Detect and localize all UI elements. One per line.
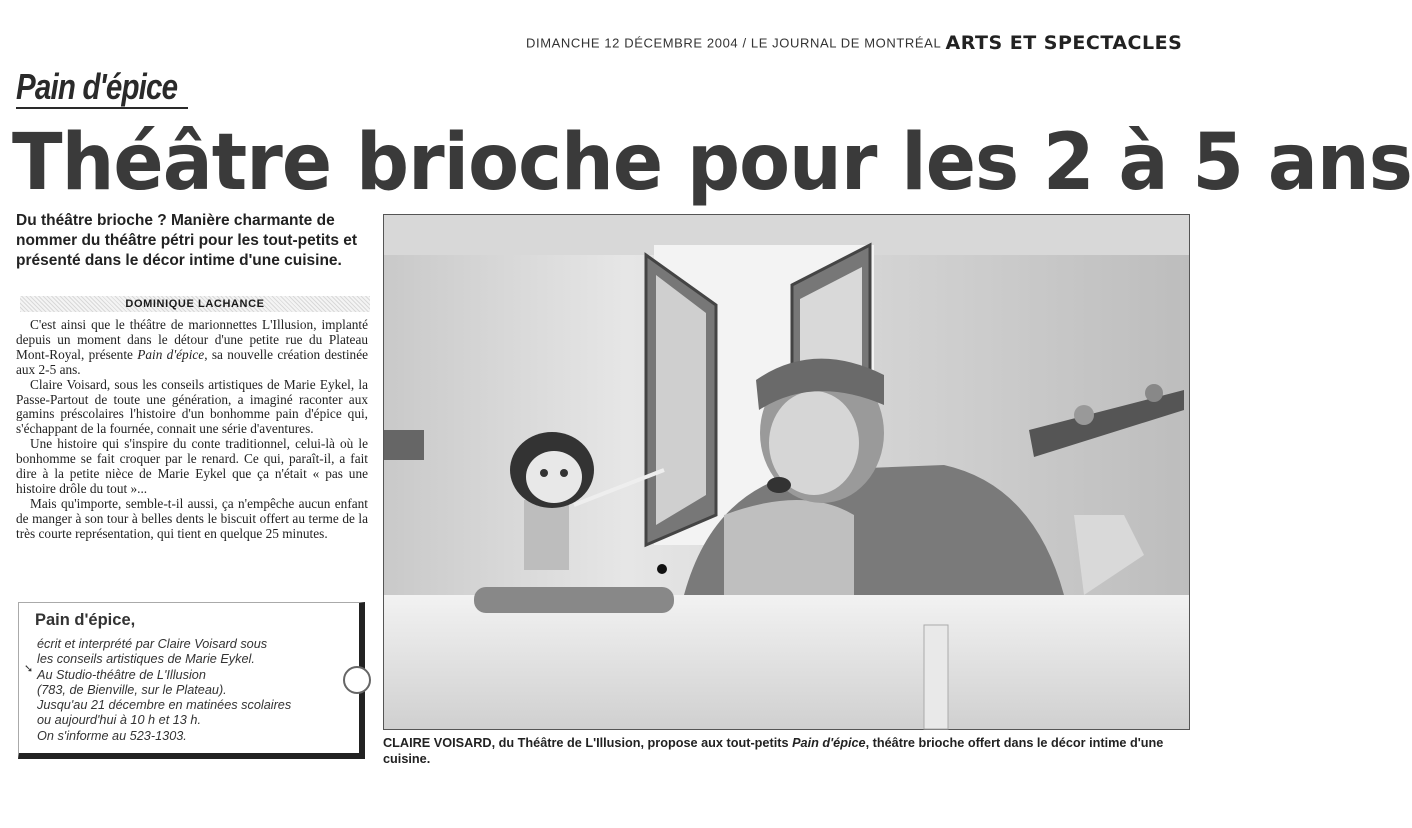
info-box [18,602,365,759]
lede: Du théâtre brioche ? Manière charmante de nommer du théâtre pétri pour les tout-petits et présenté dans le décor intime d'une cuisine. [16,212,358,269]
masthead-date: DIMANCHE 12 DÉCEMBRE 2004 / LE JOURNAL DE MONTRÉAL [526,35,942,51]
paragraph-1: C'est ainsi que le théâtre de marionnettes L'Illusion, implanté depuis un moment dans le détour d'une petite rue du Plateau Mont-Royal, présente Pain d'épice, sa nouvelle création destinée aux 2-5 ans. [16,317,369,377]
masthead [526,32,1183,54]
rolling-pin [474,587,674,613]
info-line: Jusqu'au 21 décembre en matinées scolaires [37,698,292,713]
info-line: ou aujourd'hui à 10 h et 13 h. [37,713,201,728]
photo-caption: CLAIRE VOISARD, du Théâtre de L'Illusion, propose aux tout-petits Pain d'épice, théâtre brioche offert dans le décor intime d'une cuisine. [383,736,1164,766]
paragraph-4: Mais qu'importe, semble-t-il aussi, ça n'empêche aucun enfant de manger à son tour à belles dents le biscuit offert au terme de la très courte représentation, qui tient en quelque 25 minutes. [16,495,368,541]
left-shelf [384,430,424,460]
info-line: (783, de Bienville, sur le Plateau). [37,682,227,697]
caption-show-title: Pain d'épice [792,736,866,750]
cabinet-handle [924,625,948,729]
faucet-knob [657,564,667,574]
info-line: écrit et interprété par Claire Voisard sous [37,637,268,651]
info-line: les conseils artistiques de Marie Eykel. [37,652,255,667]
article-body [16,318,368,542]
section-name: ARTS ET SPECTACLES [945,32,1183,54]
arrow-icon: ➘ [24,663,34,675]
article-photo [383,214,1190,730]
show-title: Pain d'épice [137,346,205,362]
paragraph-3: Une histoire qui s'inspire du conte traditionnel, celui-là où le bonhomme se fait croquer par le renard. Ce qui, paraît-il, a fait dire à la petite nièce de Marie Eykel que ça n'était « pas une histoire drôle du tout »... [16,436,368,496]
photo-illustration [384,215,1189,729]
info-line: On s'informe au 523-1303. [37,728,187,743]
info-box-title: Pain d'épice, [35,611,136,629]
byline: DOMINIQUE LACHANCE [20,296,370,312]
info-box-notch [343,666,371,694]
info-line: Au Studio-théâtre de L'Illusion [37,667,206,682]
headline: Théâtre brioche pour les 2 à 5 ans [12,118,1412,208]
counter [384,595,1189,729]
kicker-underline [16,107,188,109]
kicker: Pain d'épice [16,66,178,107]
paragraph-2: Claire Voisard, sous les conseils artistiques de Marie Eykel, la Passe-Partout de toute une génération, a imaginé raconter aux gamins préscolaires l'histoire d'un bonhomme pain d'épice qui, s'échappant de la fournée, connait une série d'aventures. [16,376,368,437]
caption-name: CLAIRE VOISARD [383,736,492,750]
info-box-details [37,637,291,744]
